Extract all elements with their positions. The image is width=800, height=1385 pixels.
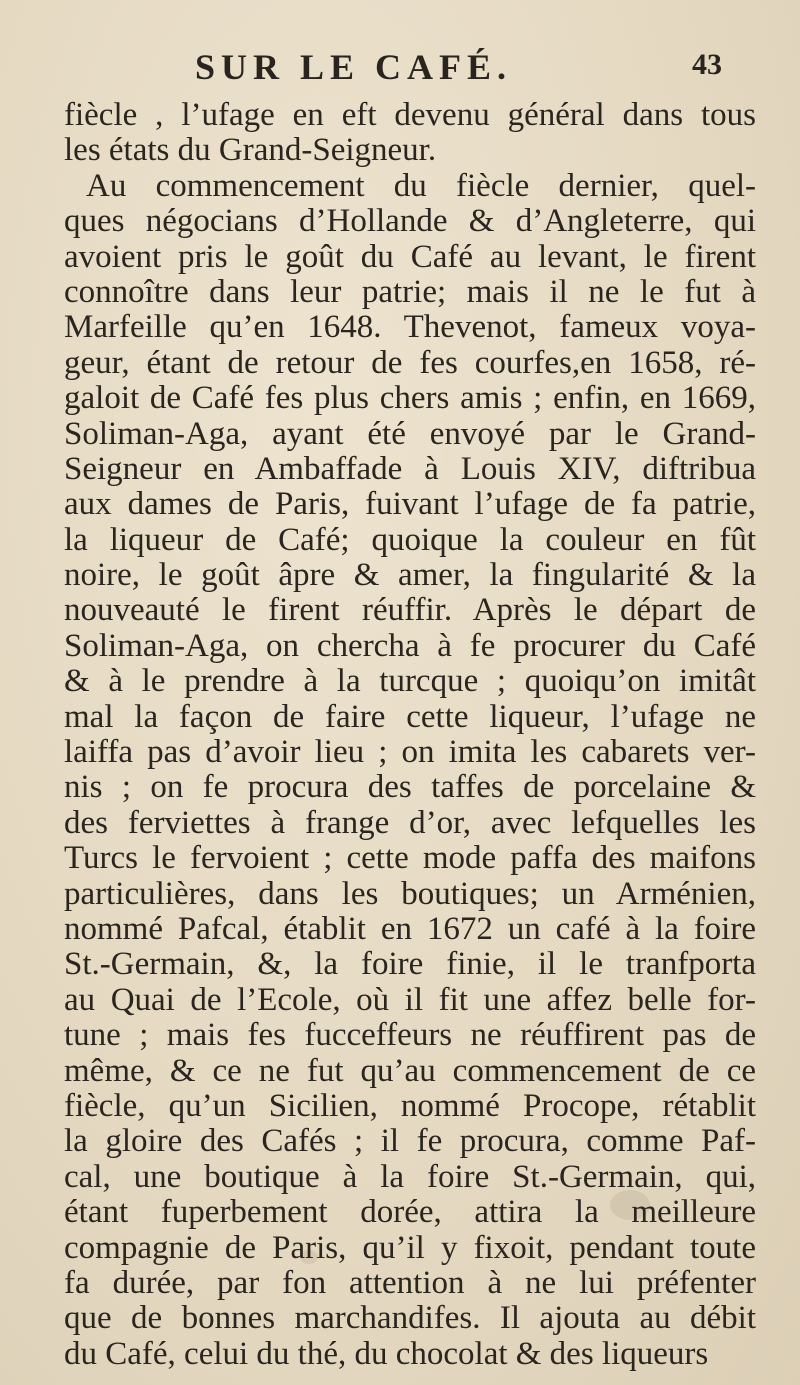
text-line: aux dames de Paris, fuivant l’ufage de fa patrie, [64, 486, 756, 523]
text-line: ques négocians d’Hollande & d’Angleterre, qui [64, 203, 756, 240]
text-line: fa durée, par fon attention à ne lui préfenter [64, 1264, 756, 1301]
running-title: SUR LE CAFÉ. [195, 47, 513, 87]
text-line: noire, le goût âpre & amer, la fingularité & la [64, 557, 756, 594]
text-line: nis ; on fe procura des taffes de porcelaine & [64, 769, 756, 806]
text-line: fiècle, qu’un Sicilien, nommé Procope, rétablit [64, 1087, 756, 1124]
text-line: & à le prendre à la turcque ; quoiqu’on imitât [64, 663, 756, 700]
text-line: que de bonnes marchandifes. Il ajouta au débit [64, 1300, 756, 1337]
text-line: geur, étant de retour de fes courfes,en 1658, ré- [64, 344, 756, 381]
text-line: du Café, celui du thé, du chocolat & des liqueurs [64, 1335, 709, 1372]
text-line: Soliman-Aga, on chercha à fe procurer du Café [64, 627, 756, 664]
text-line: mal la façon de faire cette liqueur, l’ufage ne [64, 698, 756, 735]
text-line: même, & ce ne fut qu’au commencement de ce [64, 1052, 756, 1089]
text-line: nommé Pafcal, établit en 1672 un café à la foire [64, 910, 756, 947]
text-line: fiècle , l’ufage en eft devenu général dans tous [64, 97, 756, 133]
text-line: Marfeille qu’en 1648. Thevenot, fameux voya- [64, 309, 756, 346]
text-line: avoient pris le goût du Café au levant, le firent [64, 238, 756, 275]
text-line: galoit de Café fes plus chers amis ; enfin, en 1669, [64, 380, 756, 417]
text-line: la liqueur de Café; quoique la couleur en fût [64, 521, 756, 558]
text-line: étant fuperbement dorée, attira la meilleure [64, 1194, 756, 1231]
text-line: connoître dans leur patrie; mais il ne le fut à [64, 273, 756, 310]
text-line: nouveauté le firent réuffir. Après le départ de [64, 592, 756, 629]
text-line: Au commencement du fiècle dernier, quel- [86, 167, 756, 204]
text-line: au Quai de l’Ecole, où il fit une affez belle for- [64, 981, 756, 1018]
text-line: cal, une boutique à la foire St.-Germain, qui, [64, 1158, 756, 1195]
page-number: 43 [692, 48, 722, 81]
text-line: compagnie de Paris, qu’il y fixoit, pendant toute [64, 1229, 756, 1266]
text-line: laiffa pas d’avoir lieu ; on imita les cabarets ver- [64, 734, 756, 771]
body-text [64, 98, 756, 1372]
text-line: des ferviettes à frange d’or, avec lefquelles les [64, 804, 756, 841]
text-line: la gloire des Cafés ; il fe procura, comme Paf- [64, 1123, 756, 1160]
text-line: St.-Germain, &, la foire finie, il le tranfporta [64, 946, 756, 983]
text-line: particulières, dans les boutiques; un Arménien, [64, 875, 756, 912]
text-line: Soliman-Aga, ayant été envoyé par le Grand- [64, 415, 756, 452]
text-line: les états du Grand-Seigneur. [64, 132, 437, 169]
text-line: Turcs le fervoient ; cette mode paffa des maifons [64, 840, 756, 877]
running-head [0, 36, 800, 96]
text-line: tune ; mais fes fucceffeurs ne réuffirent pas de [64, 1017, 756, 1054]
text-line: Seigneur en Ambaffade à Louis XIV, diftribua [64, 450, 756, 487]
